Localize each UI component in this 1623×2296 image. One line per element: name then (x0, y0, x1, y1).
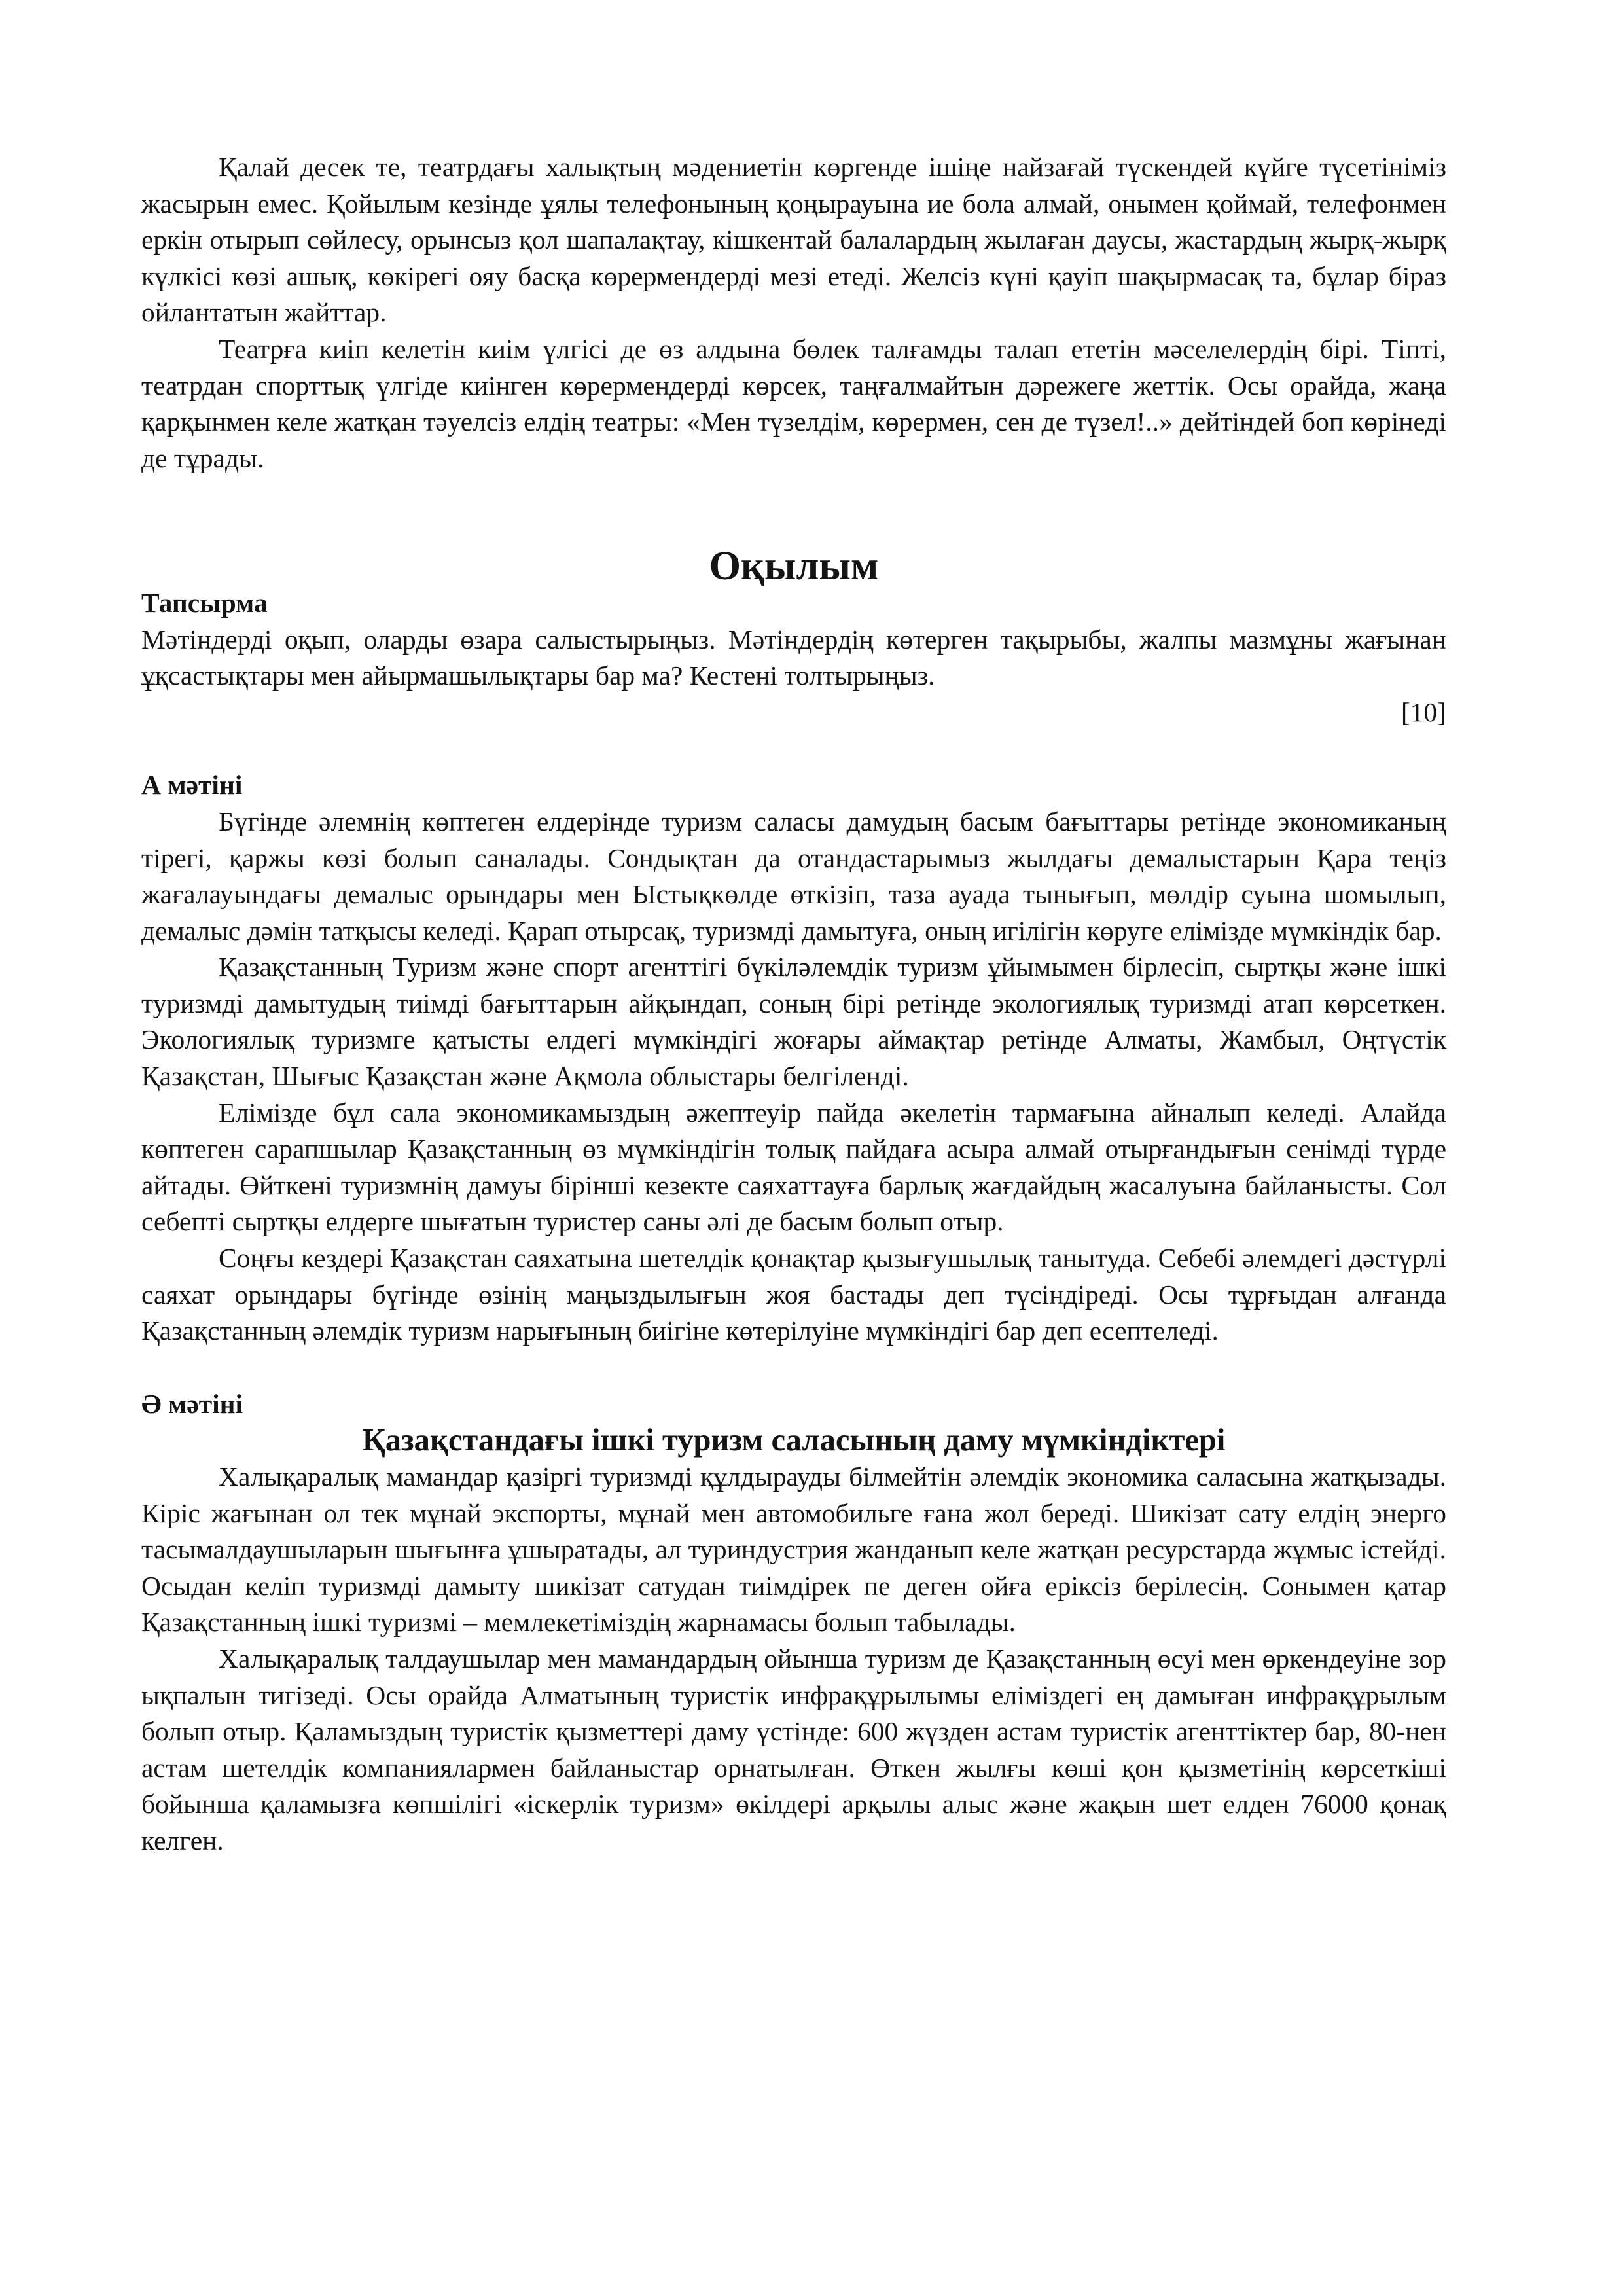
text-b-title: Қазақстандағы ішкі туризм саласының даму мүмкіндіктері (362, 1422, 1226, 1458)
reading-section (141, 544, 1446, 730)
task-label: Тапсырма (141, 587, 268, 618)
spacer (141, 730, 1446, 767)
text-a-label: А мәтіні (141, 770, 243, 800)
text-a-paragraph-1: Бүгінде әлемнің көптеген елдерінде туризм саласы дамудың басым бағыттары ретінде экономиканың тірегі, қаржы көзі болып саналады. Сондықтан да отандастарымыз жылдағы демалыстарын Қара теңіз жағалауындағы демалыс орындары мен Ыстықкөлде өткізіп, таза ауада тынығып, мөлдір суына шомылып, демалыс дәмін татқысы келеді. Қарап отырсақ, туризмді дамытуға, оның игілігін көруге елімізде мүмкіндік бар. (141, 806, 1446, 946)
intro-section (141, 149, 1446, 476)
text-b-paragraph-2: Халықаралық талдаушылар мен мамандардың ойынша туризм де Қазақстанның өсуі мен өркендеуіне зор ықпалын тигізеді. Осы орайда Алматының туристік инфрақұрылымы еліміздегі ең дамыған инфрақұрылым болып отыр. Қаламыздың туристік қызметтері даму үстінде: 600 жүзден астам туристік агенттіктер бар, 80-нен астам шетелдік компаниялармен байланыстар орнатылған. Өткен жылғы көші қон қызметінің көрсеткіші бойынша қаламызға көпшілігі «іскерлік туризм» өкілдері арқылы алыс және жақын шет елден 76000 қонақ келген. (141, 1643, 1446, 1856)
score-label: [10] (1400, 696, 1446, 727)
spacer (141, 476, 1446, 548)
text-a-section (141, 767, 1446, 1350)
section-title: Оқылым (709, 544, 879, 589)
text-b-label: Ә мәтіні (141, 1388, 243, 1419)
text-a-paragraph-3: Елімізде бұл сала экономикамыздың әжептеуір пайда әкелетін тармағына айналып келеді. Алайда көптеген сарапшылар Қазақстанның өз мүмкіндігін толық пайдаға асыра алмай отырғандығын сенімді түрде айтады. Өйткені туризмнің дамуы бірінші кезекте саяхаттауға барлық жағдайдың жасалуына байланысты. Сол себепті сыртқы елдерге шығатын туристер саны әлі де басым болып отыр. (141, 1097, 1446, 1237)
text-a-paragraph-2: Қазақстанның Туризм және спорт агенттігі бүкіләлемдік туризм ұйымымен бірлесіп, сыртқы және ішкі туризмді дамытудың тиімді бағыттарын айқындап, соның бірі ретінде экологиялық туризмді атап көрсеткен. Экологиялық туризмге қатысты елдегі мүмкіндігі жоғары аймақтар ретінде Алматы, Жамбыл, Оңтүстік Қазақстан, Шығыс Қазақстан және Ақмола облыстары белгіленді. (141, 952, 1446, 1092)
task-text: Мәтіндерді оқып, оларды өзара салыстырыңыз. Мәтіндердің көтерген тақырыбы, жалпы мазмұны жағынан ұқсастықтары мен айырмашылықтары бар ма? Кестені толтырыңыз. (141, 624, 1446, 691)
text-b-section (141, 1386, 1446, 1859)
document-page (141, 149, 1446, 1859)
text-a-paragraph-4: Соңғы кездері Қазақстан саяхатына шетелдік қонақтар қызығушылық танытуда. Себебі әлемдегі дәстүрлі саяхат орындары бүгінде өзінің маңыздылығын жоя бастады деп түсіндіреді. Осы тұрғыдан алғанда Қазақстанның әлемдік туризм нарығының биігіне көтерілуіне мүмкіндігі бар деп есептеледі. (141, 1243, 1446, 1346)
intro-paragraph-2: Театрға киіп келетін киім үлгісі де өз алдына бөлек талғамды талап ететін мәселелердің бірі. Тіпті, театрдан спорттық үлгіде киінген көрермендерді көрсек, таңғалмайтын дәрежеге жеттік. Осы орайда, жаңа қарқынмен келе жатқан тәуелсіз елдің театры: «Мен түзелдім, көрермен, сен де түзел!..» дейтіндей боп көрінеді де тұрады. (141, 333, 1446, 473)
intro-paragraph-1: Қалай десек те, театрдағы халықтың мәдениетін көргенде ішіңе найзағай түскендей күйге түсетініміз жасырын емес. Қойылым кезінде ұялы телефонының қоңырауына ие бола алмай, онымен қоймай, телефонмен еркін отырып сөйлесу, орынсыз қол шапалақтау, кішкентай балалардың жылаған даусы, жастардың жырқ-жырқ күлкісі көзі ашық, көкірегі ояу басқа көрермендерді мезі етеді. Желсіз күні қауіп шақырмасақ та, бұлар біраз ойлантатын жайттар. (141, 152, 1446, 328)
text-b-paragraph-1: Халықаралық мамандар қазіргі туризмді құлдырауды білмейтін әлемдік экономика саласына жатқызады. Кіріс жағынан ол тек мұнай экспорты, мұнай мен автомобильге ғана жол береді. Шикізат сату елдің энерго тасымалдаушыларын шығынға ұшыратады, ал туриндустрия жанданып келе жатқан ресурстарда жұмыс істейді. Осыдан келіп туризмді дамыту шикізат сатудан тиімдірек пе деген ойға еріксіз берілесің. Сонымен қатар Қазақстанның ішкі туризмі – мемлекетіміздің жарнамасы болып табылады. (141, 1462, 1446, 1638)
spacer (141, 1350, 1446, 1386)
